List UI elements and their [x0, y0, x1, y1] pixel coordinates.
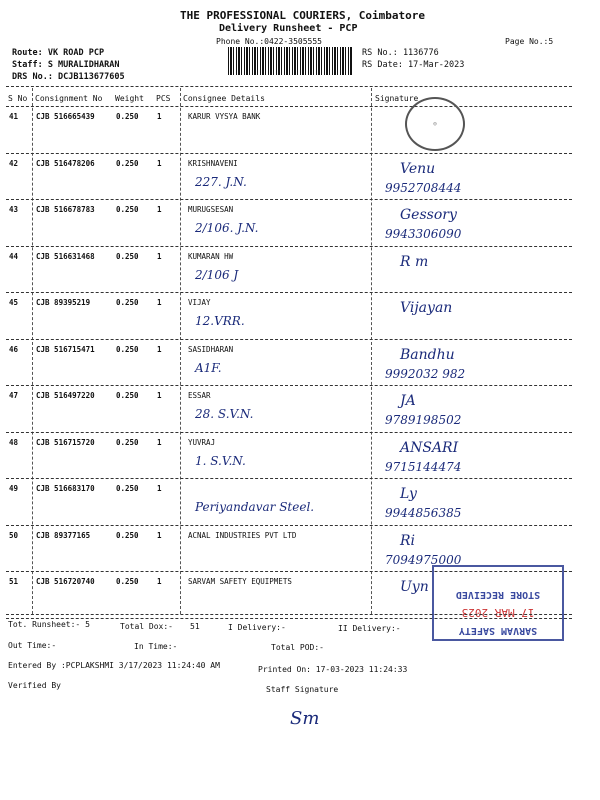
row-sno: 51 — [9, 577, 19, 586]
staff-signature-label: Staff Signature — [266, 685, 339, 694]
stamp-company: SARVAM SAFETY — [458, 625, 538, 636]
row-consignment: CJB 516631468 — [36, 251, 95, 261]
col-divider — [32, 88, 33, 614]
row-sno: 41 — [9, 112, 19, 121]
row-consignment: CJB 516720740 — [36, 577, 95, 586]
row-pcs: 1 — [157, 484, 162, 493]
row-divider — [6, 339, 572, 340]
row-pcs: 1 — [157, 437, 162, 447]
row-handwritten-address: 28. S.V.N. — [195, 407, 254, 421]
row-pcs: 1 — [157, 158, 162, 168]
row-weight: 0.250 — [116, 484, 139, 493]
ii-delivery: II Delivery:- — [338, 624, 401, 633]
row-consignee: ACNAL INDUSTRIES PVT LTD — [188, 530, 297, 540]
row-consignee: SASIDHARAN — [188, 344, 234, 354]
row-divider — [6, 525, 572, 526]
row-weight: 0.250 — [116, 437, 139, 447]
received-stamp — [432, 565, 564, 641]
col-weight: Weight — [115, 94, 144, 103]
row-weight: 0.250 — [116, 251, 139, 261]
row-pcs: 1 — [157, 251, 162, 261]
row-sno: 47 — [9, 391, 19, 400]
row-consignee: MURUGSESAN — [188, 205, 234, 214]
verified-by: Verified By — [8, 681, 61, 690]
row-handwritten-address: 227. J.N. — [195, 174, 247, 189]
phone-number: Phone No.:0422-3505555 — [216, 37, 322, 46]
row-consignment: CJB 89377165 — [36, 530, 91, 540]
document-title: THE PROFESSIONAL COURIERS, Coimbatore — [180, 9, 426, 22]
row-sno: 49 — [9, 484, 19, 493]
out-time: Out Time:- — [8, 641, 57, 650]
row-sno: 45 — [9, 298, 19, 307]
row-sno: 50 — [9, 530, 19, 540]
row-handwritten-address: 12.VRR. — [195, 314, 245, 328]
row-phone: 9992032 982 — [385, 366, 466, 381]
page-number: Page No.:5 — [505, 37, 554, 46]
row-consignment: CJB 516665439 — [36, 112, 95, 121]
row-consignee: KUMARAN HW — [188, 251, 234, 261]
row-handwritten-address: 1. S.V.N. — [195, 453, 246, 468]
row-signature: R m — [400, 253, 429, 270]
barcode — [228, 47, 352, 75]
row-consignment: CJB 516683170 — [36, 484, 95, 493]
row-consignment: CJB 516715471 — [36, 344, 95, 354]
row-weight: 0.250 — [116, 298, 139, 307]
row-sno: 43 — [9, 205, 19, 214]
row-weight: 0.250 — [116, 344, 139, 354]
row-phone: 7094975000 — [385, 552, 462, 567]
row-phone: 9952708444 — [385, 180, 462, 195]
row-consignee: KARUR VYSYA BANK — [188, 112, 261, 121]
row-pcs: 1 — [157, 344, 162, 354]
row-pcs: 1 — [157, 298, 162, 307]
row-divider — [6, 246, 572, 247]
row-divider — [6, 385, 572, 386]
row-weight: 0.250 — [116, 205, 139, 214]
row-consignment: CJB 516478206 — [36, 158, 95, 168]
row-signature: ANSARI — [400, 439, 459, 456]
staff-signature: Sm — [290, 708, 320, 729]
row-signature: Uyn — [400, 579, 429, 595]
row-consignee: KRISHNAVENI — [188, 158, 238, 168]
row-sno: 48 — [9, 437, 19, 447]
stamp-received: STORE RECEIVED — [455, 589, 541, 600]
document-subtitle: Delivery Runsheet - PCP — [219, 23, 358, 34]
entered-by: Entered By :PCPLAKSHMI 3/17/2023 11:24:40 AM — [8, 661, 220, 670]
row-handwritten-address: 2/106 J — [195, 267, 239, 282]
printed-on: Printed On: 17-03-2023 11:24:33 — [258, 665, 408, 674]
row-pcs: 1 — [157, 577, 162, 586]
row-consignee: YUVRAJ — [188, 437, 216, 447]
in-time: In Time:- — [134, 642, 178, 651]
row-signature: Ri — [400, 532, 416, 549]
row-weight: 0.250 — [116, 530, 139, 540]
i-delivery: I Delivery:- — [228, 623, 286, 632]
row-phone: 9944856385 — [385, 506, 462, 520]
row-signature: Ly — [400, 486, 417, 502]
row-sno: 44 — [9, 251, 19, 261]
route: Route: VK ROAD PCP — [12, 48, 105, 58]
row-consignee: SARVAM SAFETY EQUIPMETS — [188, 577, 292, 586]
row-signature: JA — [400, 393, 416, 409]
col-consignment: Consignment No — [35, 94, 103, 103]
rs-date: RS Date: 17-Mar-2023 — [362, 60, 465, 70]
row-pcs: 1 — [157, 530, 162, 540]
drs-number: DRS No.: DCJB113677605 — [12, 72, 125, 82]
stamp-date: 17 MAR 2023 — [461, 606, 535, 619]
row-handwritten-address: 2/106. J.N. — [195, 221, 259, 235]
row-weight: 0.250 — [116, 391, 139, 400]
row-divider — [6, 153, 572, 154]
table-top-rule — [6, 86, 572, 87]
row-signature: Bandhu — [400, 346, 455, 363]
row-weight: 0.250 — [116, 112, 139, 121]
row-pcs: 1 — [157, 112, 162, 121]
row-consignee: ESSAR — [188, 391, 211, 400]
row-divider — [6, 292, 572, 293]
col-consignee: Consignee Details — [183, 94, 265, 103]
row-pcs: 1 — [157, 391, 162, 400]
rs-number: RS No.: 1136776 — [362, 48, 439, 58]
seal-stamp: ◎ — [405, 97, 465, 151]
row-divider — [6, 199, 572, 200]
row-handwritten-address: Periyandavar Steel. — [195, 500, 315, 514]
row-phone: 9715144474 — [385, 459, 462, 474]
row-phone: 9943306090 — [385, 227, 462, 241]
row-consignee: VIJAY — [188, 298, 211, 307]
row-signature: Gessory — [400, 207, 457, 223]
row-signature: Vijayan — [400, 300, 453, 316]
total-runsheet: Tot. Runsheet:- 5 — [8, 620, 90, 629]
staff: Staff: S MURALIDHARAN — [12, 60, 120, 70]
row-divider — [6, 432, 572, 433]
row-signature: Venu — [400, 160, 436, 177]
col-sno: S No — [8, 94, 28, 103]
row-consignment: CJB 516715720 — [36, 437, 95, 447]
total-dox-label: Total Dox:- — [120, 622, 173, 631]
row-consignment: CJB 89395219 — [36, 298, 91, 307]
col-divider — [371, 88, 372, 614]
col-divider — [180, 88, 181, 614]
total-pod: Total POD:- — [271, 643, 324, 652]
row-weight: 0.250 — [116, 577, 139, 586]
col-signature: Signature — [375, 94, 419, 103]
col-pcs: PCS — [156, 94, 171, 103]
row-divider — [6, 478, 572, 479]
row-phone: 9789198502 — [385, 413, 462, 427]
row-consignment: CJB 516678783 — [36, 205, 95, 214]
row-sno: 42 — [9, 158, 19, 168]
footer-rule — [6, 614, 572, 615]
total-dox-value: 51 — [190, 622, 200, 631]
row-consignment: CJB 516497220 — [36, 391, 95, 400]
header-rule — [6, 106, 572, 107]
row-sno: 46 — [9, 344, 19, 354]
row-weight: 0.250 — [116, 158, 139, 168]
row-handwritten-address: A1F. — [195, 360, 222, 375]
row-pcs: 1 — [157, 205, 162, 214]
